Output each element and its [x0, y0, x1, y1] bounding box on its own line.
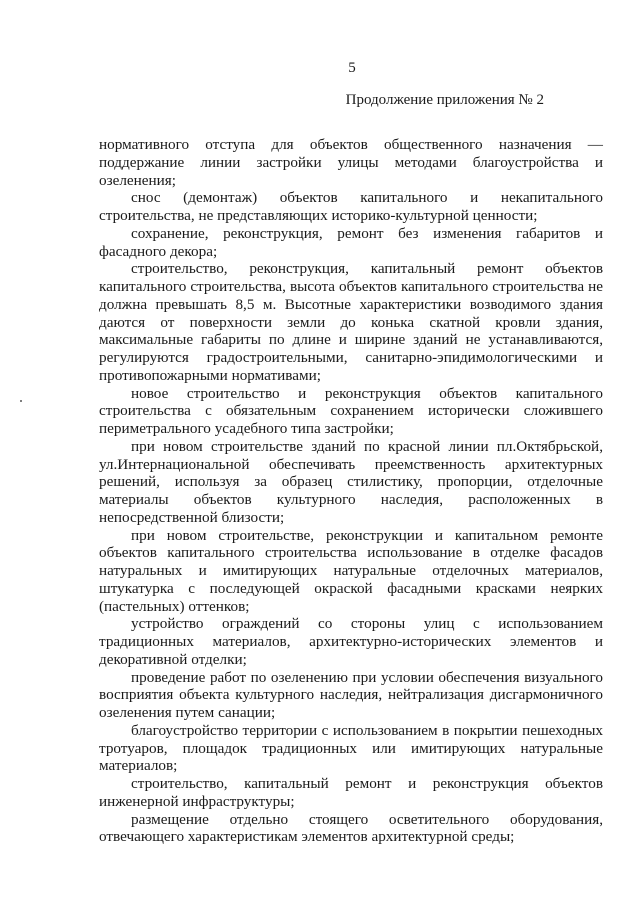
paragraph-demolition: снос (демонтаж) объектов капитального и некапитального строительства, не представляющих историко-культурной ценности;	[99, 189, 603, 224]
paragraph-infrastructure: строительство, капитальный ремонт и реконструкция объектов инженерной инфраструктуры;	[99, 775, 603, 810]
paragraph-facade-materials: при новом строительстве, реконструкции и капитальном ремонте объектов капитального строительства использование в отделке фасадов натуральных и имитирующих натуральные отделочных материалов, штукатурка с последующей окраской фасадными красками неярких (пастельных) оттенков;	[99, 526, 603, 615]
paragraph-red-line: при новом строительстве зданий по красной линии пл.Октябрьской, ул.Интернациональной обеспечивать преемственность архитектурных решений, используя за образец стилистику, пропорции, отделочные материалы объектов культурного наследия, расположенных в непосредственной близости;	[99, 437, 603, 526]
paragraph-fences: устройство ограждений со стороны улиц с использованием традиционных материалов, архитектурно-исторических элементов и декоративной отделки;	[99, 615, 603, 668]
paragraph-setback-continuation: нормативного отступа для объектов общественного назначения — поддержание линии застройки улицы методами благоустройства и озеленения;	[99, 136, 603, 189]
paragraph-lighting: размещение отдельно стоящего осветительного оборудования, отвечающего характеристикам элементов архитектурной среды;	[99, 810, 603, 846]
paragraph-new-construction: новое строительство и реконструкция объектов капитального строительства с обязательным сохранением исторически сложившего периметрального усадебного типа застройки;	[99, 384, 603, 437]
appendix-continuation-label: Продолжение приложения № 2	[345, 92, 544, 108]
paragraph-preservation: сохранение, реконструкция, ремонт без изменения габаритов и фасадного декора;	[99, 224, 603, 260]
page-number: 5	[348, 60, 356, 76]
paragraph-improvement: благоустройство территории с использованием в покрытии пешеходных тротуаров, площадок традиционных или имитирующих натуральные материалов;	[99, 721, 603, 775]
paragraph-construction-height: строительство, реконструкция, капитальный ремонт объектов капитального строительства, высота объектов капитального строительства не должна превышать 8,5 м. Высотные характеристики возводимого здания даются от поверхности земли до конька скатной кровли здания, максимальные габариты по длине и ширине зданий не устанавливаются, регулируются градостроительными, санитарно-эпидимологическими и противопожарными нормативами;	[99, 260, 603, 384]
document-body	[99, 136, 603, 846]
paragraph-landscaping: проведение работ по озеленению при условии обеспечения визуального восприятия объекта культурного наследия, нейтрализация дисгармоничного озеленения путем санации;	[99, 668, 603, 721]
scan-speck	[20, 400, 22, 402]
